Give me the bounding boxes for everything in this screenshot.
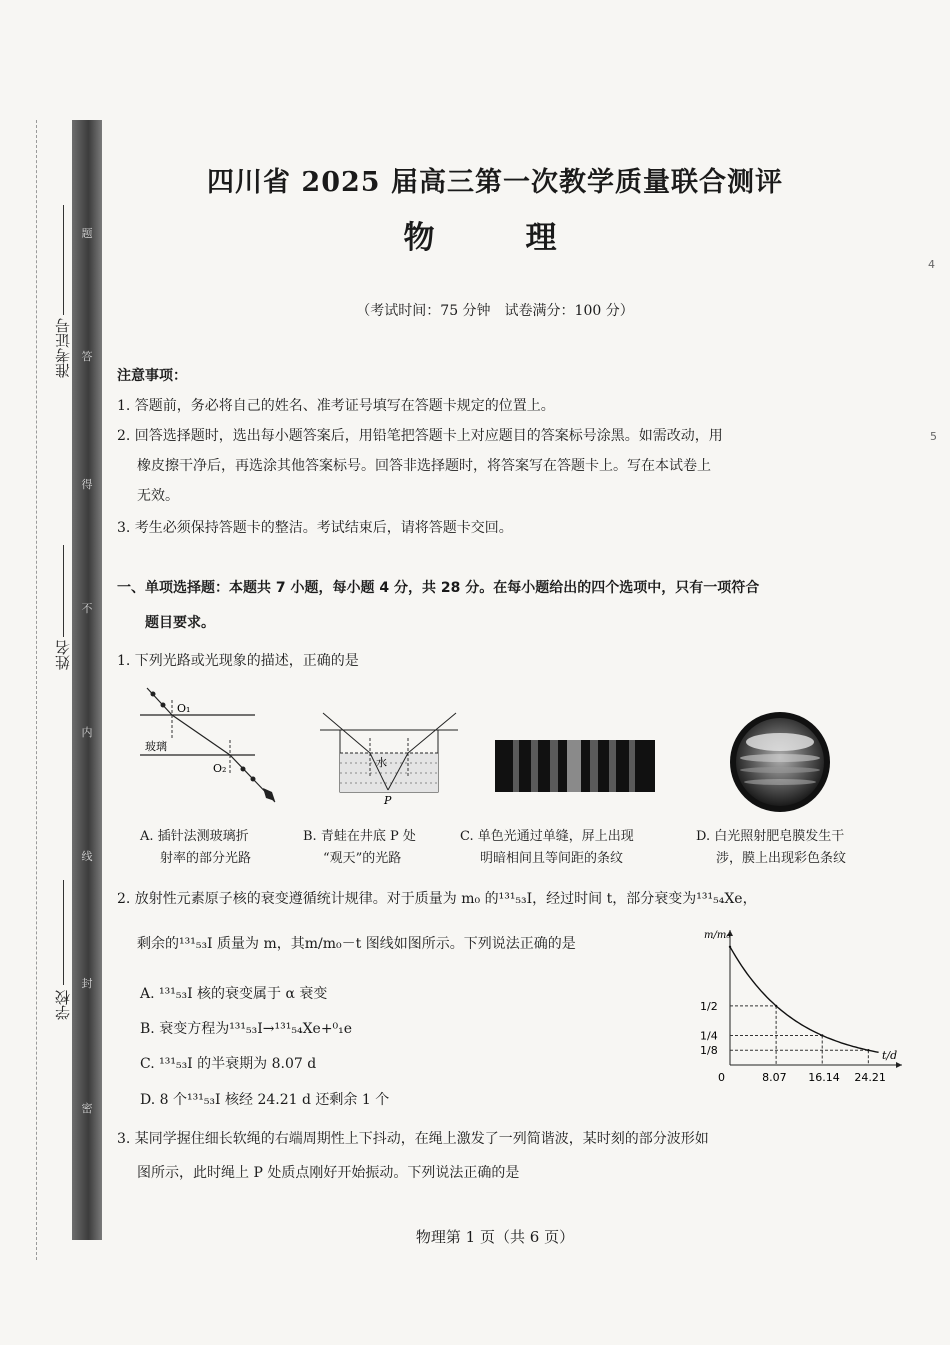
seal-char: 密 <box>81 1102 93 1115</box>
seal-char: 线 <box>81 850 93 863</box>
o2-label: O₂ <box>213 762 227 775</box>
notice-item: 2. 回答选择题时，选出每小题答案后，用铅笔把答题卡上对应题目的答案标号涂黑。如需改动，用 <box>117 428 723 444</box>
data-point <box>729 946 731 948</box>
seal-char: 封 <box>81 977 93 990</box>
subject-title: 物 理 <box>403 220 587 256</box>
q3-stem-cont: 图所示，此时绳上 P 处质点刚好开始振动。下列说法正确的是 <box>137 1165 520 1181</box>
q1-stem: 1. 下列光路或光现象的描述，正确的是 <box>117 653 359 669</box>
seal-char: 得 <box>81 478 93 491</box>
q1-option-d: D. 白光照射肥皂膜发生干 涉，膜上出现彩色条纹 <box>696 829 847 866</box>
seal-char: 题 <box>81 227 93 240</box>
admission-number-label: 准考证号 <box>54 318 72 378</box>
cut-line <box>36 120 37 1260</box>
q2-option-d: D. 8 个¹³¹₅₃I 核经 24.21 d 还剩余 1 个 <box>140 1092 390 1108</box>
glass-label: 玻璃 <box>145 740 167 753</box>
exam-title: 四川省 2025 届高三第一次教学质量联合测评 <box>207 167 783 198</box>
decay-chart <box>690 920 910 1095</box>
notice-item: 橡皮擦干净后，再选涂其他答案标号。回答非选择题时，将答案写在答题卡上。写在本试卷上 <box>137 458 711 474</box>
data-point <box>867 1049 869 1051</box>
notice-item: 无效。 <box>137 488 179 504</box>
y-tick-label: 1/8 <box>700 1044 718 1058</box>
binding-bar <box>72 120 102 1240</box>
q1-figure-a <box>135 680 285 810</box>
q1-option-a: A. 插针法测玻璃折 射率的部分光路 <box>140 829 252 866</box>
y-tick-label: 1/2 <box>700 999 718 1013</box>
y-tick-label: 1/4 <box>700 1029 718 1043</box>
margin-mark: 5 <box>930 430 937 443</box>
q3-stem: 3. 某同学握住细长软绳的右端周期性上下抖动，在绳上激发了一列简谐波，某时刻的部分波形如 <box>117 1131 709 1147</box>
data-point <box>821 1034 823 1036</box>
data-point <box>775 1005 777 1007</box>
q2-option-c: C. ¹³¹₅₃I 的半衰期为 8.07 d <box>140 1056 317 1072</box>
school-line <box>63 880 64 985</box>
notice-item: 3. 考生必须保持答题卡的整洁。考试结束后，请将答题卡交回。 <box>117 520 513 536</box>
q2-stem: 2. 放射性元素原子核的衰变遵循统计规律。对于质量为 m₀ 的¹³¹₅₃I，经过时间 t，部分衰变为¹³¹₅₄Xe， <box>117 891 757 907</box>
q1-option-c: C. 单色光通过单缝，屏上出现 明暗相间且等间距的条纹 <box>460 829 634 866</box>
x-tick-label: 8.07 <box>762 1071 787 1084</box>
q1-option-b: B. 青蛙在井底 P 处 “观天”的光路 <box>303 829 416 866</box>
name-line <box>63 545 64 637</box>
page-footer: 物理第 1 页（共 6 页） <box>415 1228 575 1246</box>
x-tick-label: 0 <box>718 1071 725 1084</box>
q1-figure-c-fringes <box>495 740 655 792</box>
x-axis-arrow <box>896 1062 902 1068</box>
name-label: 姓名 <box>54 640 72 670</box>
decay-curve <box>730 947 879 1053</box>
school-label: 学校 <box>54 990 72 1020</box>
notice-item: 1. 答题前，务必将自己的姓名、准考证号填写在答题卡规定的位置上。 <box>117 398 555 414</box>
q2-option-b: B. 衰变方程为¹³¹₅₃I→¹³¹₅₄Xe+⁰₁e <box>140 1021 353 1037</box>
q2-option-a: A. ¹³¹₅₃I 核的衰变属于 α 衰变 <box>140 986 328 1002</box>
seal-char: 不 <box>81 602 93 615</box>
x-tick-label: 24.21 <box>854 1071 886 1084</box>
notice-heading: 注意事项： <box>117 368 187 384</box>
x-axis-label: t/d <box>882 1049 898 1062</box>
seal-char: 答 <box>81 350 93 363</box>
margin-mark: 4 <box>928 258 935 271</box>
seal-char: 内 <box>81 726 93 739</box>
section-heading: 一、单项选择题：本题共 7 小题，每小题 4 分，共 28 分。在每小题给出的四个选项中，只有一项符合 <box>117 580 760 596</box>
y-axis-label: m/m₀ <box>704 930 731 941</box>
q1-figure-d-soap-film <box>728 710 832 814</box>
exam-info: （考试时间：75 分钟 试卷满分：100 分） <box>356 303 634 319</box>
water-label: 水 <box>376 756 387 769</box>
section-heading-cont: 题目要求。 <box>145 615 215 631</box>
p-label: P <box>384 794 392 807</box>
q2-stem-cont: 剩余的¹³¹₅₃I 质量为 m，其m/m₀－t 图线如图所示。下列说法正确的是 <box>137 936 576 952</box>
x-tick-label: 16.14 <box>808 1071 840 1084</box>
q1-figure-b <box>318 708 463 808</box>
o1-label: O₁ <box>177 702 191 715</box>
